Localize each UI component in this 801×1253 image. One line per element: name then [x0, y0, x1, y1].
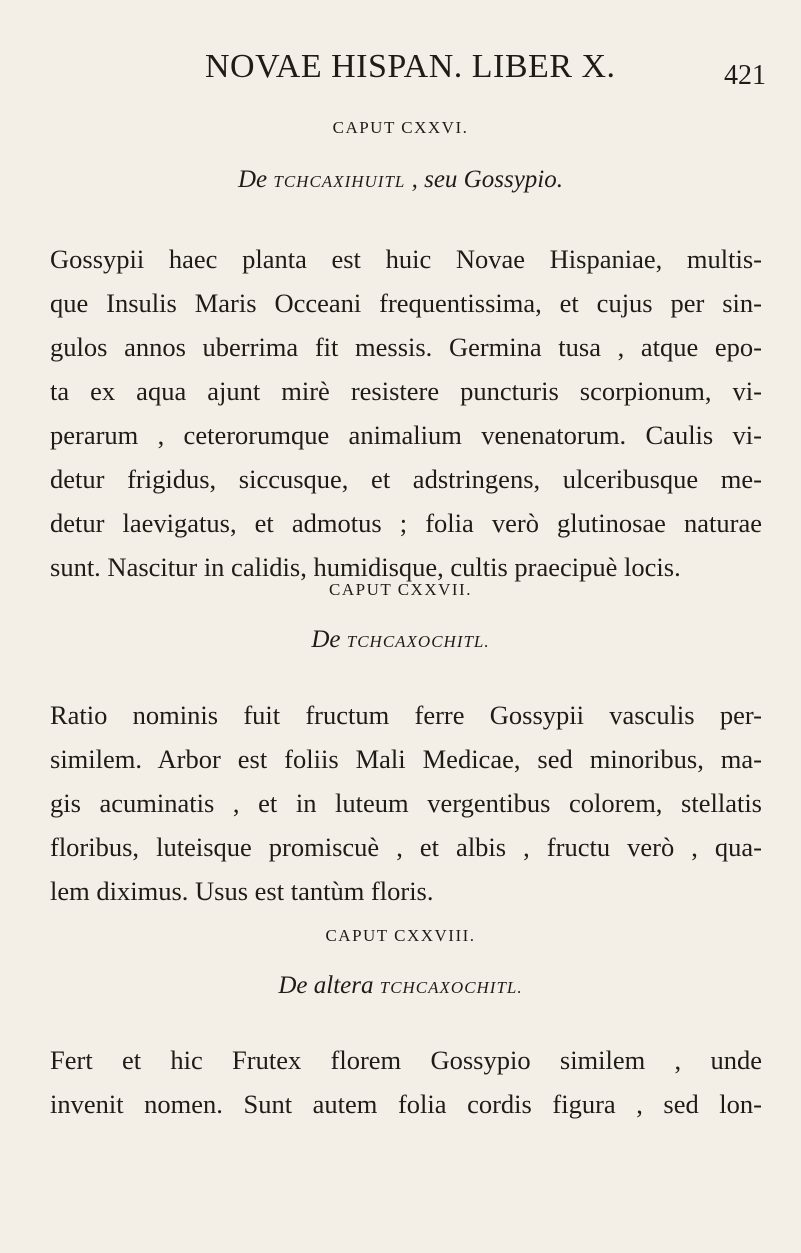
text-line: detur laevigatus, et admotus ; folia verò glutinosae naturae [50, 508, 762, 538]
heading-prefix: De [311, 626, 341, 653]
heading-plant-name: TCHCAXIHUITL [273, 172, 406, 191]
text-line: Fert et hic Frutex florem Gossypio similem , unde [50, 1045, 762, 1075]
text-line: detur frigidus, siccusque, et adstringens, ulceribusque me- [50, 464, 762, 494]
heading-prefix: De altera [278, 972, 374, 999]
text-line: perarum , ceterorumque animalium venenatorum. Caulis vi- [50, 420, 762, 450]
chapter-heading [0, 166, 801, 194]
heading-plant-name: TCHCAXOCHITL. [346, 632, 490, 651]
text-line: sunt. Nascitur in calidis, humidisque, cultis praecipuè locis. [50, 552, 681, 582]
text-line: que Insulis Maris Occeani frequentissima, et cujus per sin- [50, 288, 762, 318]
text-line: similem. Arbor est foliis Mali Medicae, sed minoribus, ma- [50, 744, 762, 774]
chapter-paragraph [50, 693, 762, 913]
running-head [0, 48, 801, 91]
chapter-number: CAPUT CXXVII. [329, 580, 472, 599]
text-line: gulos annos uberrima fit messis. Germina tusa , atque epo- [50, 332, 762, 362]
heading-prefix: De [237, 166, 268, 193]
chapter-number: CAPUT CXXVIII. [325, 926, 476, 945]
text-line: floribus, luteisque promiscuè , et albis , fructu verò , qua- [50, 832, 762, 862]
heading-plant-name: TCHCAXOCHITL. [379, 978, 523, 997]
text-line: ta ex aqua ajunt mirè resistere puncturis scorpionum, vi- [50, 376, 762, 406]
running-title: NOVAE HISPAN. LIBER X. [205, 48, 616, 85]
chapter-heading [0, 626, 801, 654]
text-line: invenit nomen. Sunt autem folia cordis figura , sed lon- [50, 1089, 762, 1119]
chapter-paragraph [50, 1038, 762, 1126]
page-number: 421 [724, 60, 766, 91]
text-line: Gossypii haec planta est huic Novae Hispaniae, multis- [50, 244, 762, 274]
chapter-number: CAPUT CXXVI. [332, 118, 469, 137]
heading-suffix: , seu Gossypio. [411, 166, 563, 193]
text-line: lem diximus. Usus est tantùm floris. [50, 876, 434, 906]
text-line: gis acuminatis , et in luteum vergentibus colorem, stellatis [50, 788, 762, 818]
text-line: Ratio nominis fuit fructum ferre Gossypii vasculis per- [50, 700, 762, 730]
chapter-heading [0, 972, 801, 1000]
chapter-paragraph [50, 237, 762, 589]
